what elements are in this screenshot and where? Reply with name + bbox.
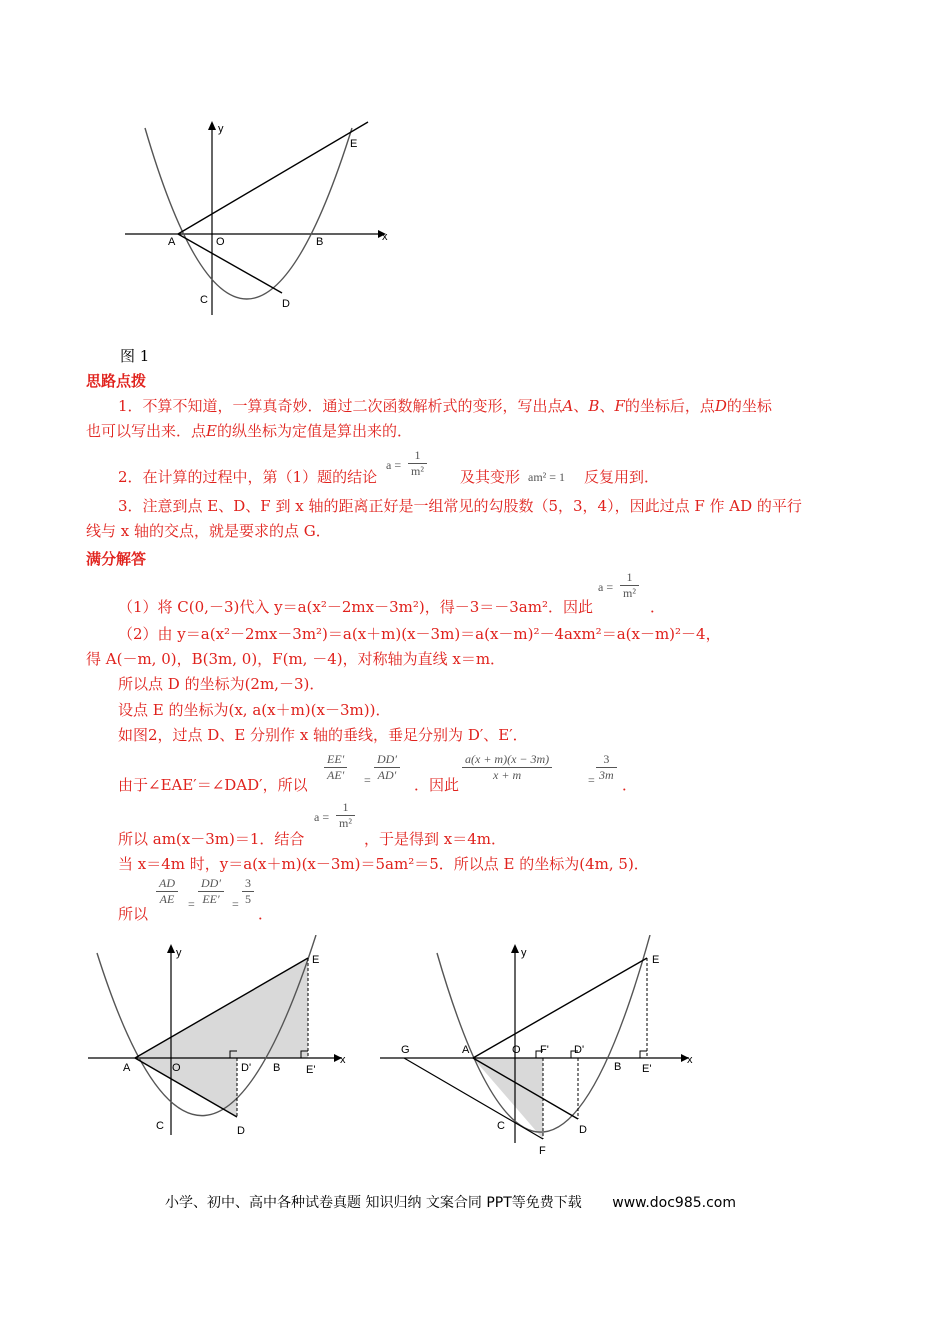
label-y: y xyxy=(218,123,224,135)
label-O: O xyxy=(512,1044,521,1056)
label-A: A xyxy=(168,236,176,248)
label-F1: F' xyxy=(540,1044,549,1056)
hint-heading: 思路点拨 xyxy=(86,372,147,390)
label-D: D xyxy=(237,1125,245,1137)
label-A: A xyxy=(462,1044,470,1056)
label-x: x xyxy=(687,1054,693,1066)
parabola xyxy=(437,935,650,1132)
label-E1: E' xyxy=(642,1063,652,1075)
solution-s1: （1）将 C(0,－3)代入 y＝a(x²－2mx－3m²)，得－3＝－3am²．因此 a = 1 m² ． xyxy=(118,570,666,616)
label-C: C xyxy=(497,1120,505,1132)
label-x: x xyxy=(340,1054,346,1066)
label-y: y xyxy=(176,947,182,959)
solution-s6: 如图2，过点 D、E 分别作 x 轴的垂线，垂足分别为 D′、E′． xyxy=(118,726,528,744)
label-B: B xyxy=(316,236,324,248)
label-D1: D' xyxy=(574,1044,585,1056)
hint-p1: 1．不算不知道，一算真奇妙．通过二次函数解析式的变形，写出点A、B、F的坐标后，点D的坐标 xyxy=(118,397,772,415)
label-E: E xyxy=(312,954,320,966)
label-G: G xyxy=(401,1044,410,1056)
solution-heading: 满分解答 xyxy=(86,550,147,568)
label-B: B xyxy=(273,1062,281,1074)
footer-text: 小学、初中、高中各种试卷真题 知识归纳 文案合同 PPT等免费下载 xyxy=(165,1195,582,1211)
right-angle-E1 xyxy=(640,1051,647,1058)
label-A: A xyxy=(123,1062,131,1074)
label-y: y xyxy=(521,947,527,959)
label-x: x xyxy=(382,231,388,243)
label-O: O xyxy=(172,1062,181,1074)
hint-p3-line2: 线与 x 轴的交点，就是要求的点 G． xyxy=(86,522,331,540)
footer xyxy=(165,1192,736,1212)
label-F: F xyxy=(539,1145,546,1157)
label-E: E xyxy=(350,138,358,150)
label-D: D xyxy=(282,298,290,310)
label-C: C xyxy=(156,1120,164,1132)
label-E1: E' xyxy=(306,1064,316,1076)
figure-3 xyxy=(375,935,705,1165)
figure-2 xyxy=(80,935,360,1155)
solution-s2: （2）由 y＝a(x²－2mx－3m²)＝a(x＋m)(x－3m)＝a(x－m)²－4axm²＝a(x－m)²－4， xyxy=(118,625,721,643)
hint-p3: 3．注意到点 E、D、F 到 x 轴的距离正好是一组常见的勾股数（5，3，4），因此过点 F 作 AD 的平行 xyxy=(118,497,802,515)
line-AE xyxy=(473,958,647,1058)
hint-p2-fraction: a = 1 m² xyxy=(408,448,427,479)
hint-p1-line2: 也可以写出来．点E的纵坐标为定值是算出来的． xyxy=(86,422,412,440)
solution-s5: 设点 E 的坐标为(x, a(x＋m)(x－3m))． xyxy=(118,701,391,719)
line-AE xyxy=(178,122,368,234)
solution-s10: 所以 $\frac{AD}{AE}$ = $\frac{DD'}{EE'}$ = $\frac{3}{5}$ ． xyxy=(118,876,274,923)
label-O: O xyxy=(216,236,225,248)
solution-s9: 当 x＝4m 时，y＝a(x＋m)(x－3m)＝5am²＝5．所以点 E 的坐标为(4m, 5)． xyxy=(118,855,649,873)
label-C: C xyxy=(200,294,208,306)
solution-s7: 由于∠EAE′＝∠DAD′，所以 $\frac{EE'}{AE'}$ = $\frac{DD'}{AD'}$ ．因此 $\frac{a(x + m)(x - 3m)}{x + m}$ = $\frac{3}{3m}$ ． xyxy=(118,752,638,794)
footer-url[interactable]: www.doc985.com xyxy=(612,1195,736,1211)
solution-s8: 所以 am(x－3m)＝1．结合 a = 1 m² ，于是得到 x＝4m． xyxy=(118,800,506,848)
figure-1 xyxy=(110,110,400,330)
line-AD xyxy=(178,234,282,293)
label-D1: D' xyxy=(241,1062,252,1074)
label-E: E xyxy=(652,954,660,966)
label-D: D xyxy=(579,1124,587,1136)
hint-p2: 2．在计算的过程中，第（1）题的结论 a = 1 m² 及其变形 am² = 1 反复用到． xyxy=(118,448,660,486)
solution-s3: 得 A(－m, 0)，B(3m, 0)，F(m, －4)，对称轴为直线 x＝m． xyxy=(86,650,506,668)
y-axis-arrow xyxy=(208,121,216,130)
label-B: B xyxy=(614,1061,622,1073)
figure-1-caption: 图 1 xyxy=(120,347,150,365)
solution-s4: 所以点 D 的坐标为(2m,－3)． xyxy=(118,675,325,693)
